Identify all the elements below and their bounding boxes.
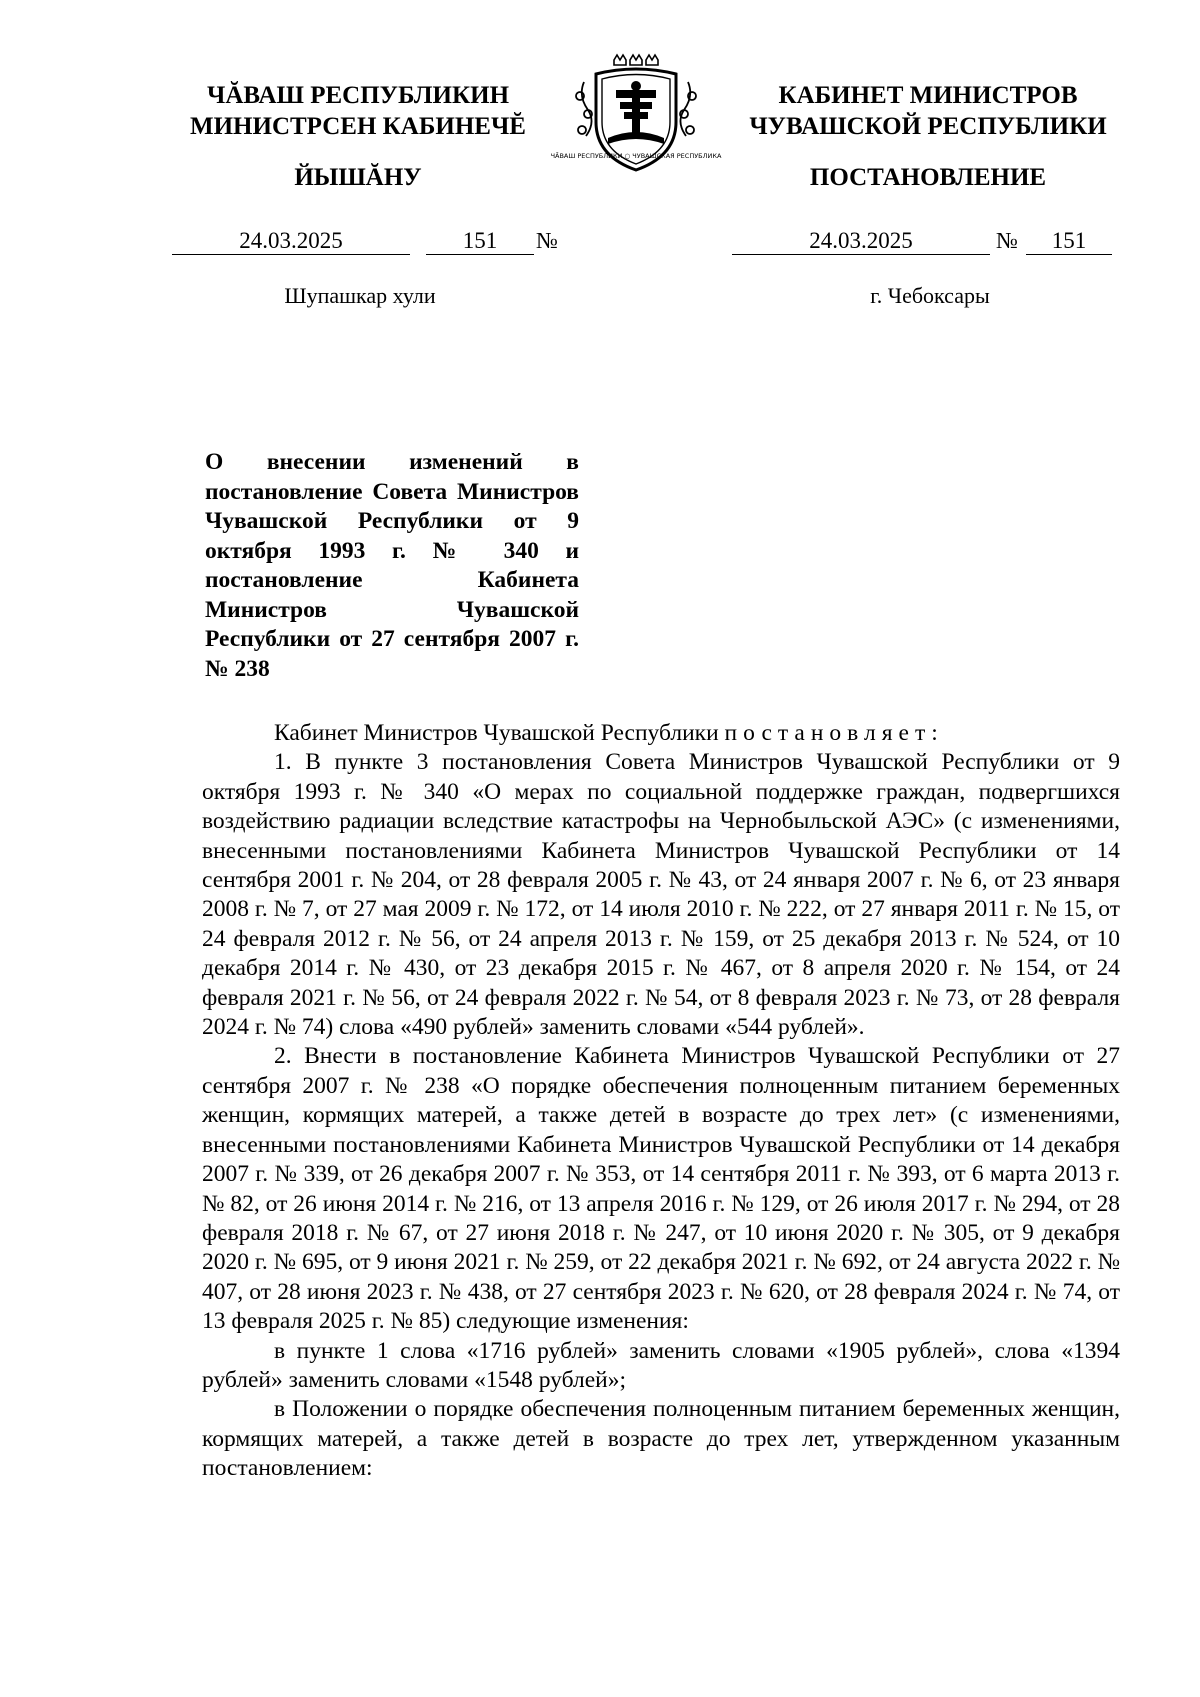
header-right-line2: ЧУВАШСКОЙ РЕСПУБЛИКИ (749, 113, 1107, 140)
doc-kind-right: ПОСТАНОВЛЕНИЕ (809, 164, 1047, 191)
left-city: Шупашкар хули (284, 283, 436, 308)
header-right-line1: КАБИНЕТ МИНИСТРОВ (778, 82, 1078, 109)
header-right-authority (728, 80, 1128, 142)
emblem-inscription: ЧĂВАШ РЕСПУБЛИКИ ○ ЧУВАШСКАЯ РЕСПУБЛИКА (550, 152, 722, 160)
paragraph-4: в Положении о порядке обеспечения полноценным питанием беременных женщин, кормящих матерей, а также детей в возрасте до трех лет, утвержденном указанным постановлением: (202, 1396, 1120, 1482)
coat-of-arms-emblem (550, 52, 722, 178)
intro-decree-word: постановляет: (724, 720, 944, 746)
paragraph-2: 2. Внести в постановление Кабинета Министров Чувашской Республики от 27 сентября 2007 г. № 238 «О порядке обеспечения полноценным питанием беременных женщин, кормящих матерей, а также детей в возрасте до трех лет» (с изменениями, внесенными постановлениями Кабинета Министров Чувашской Республики от 14 декабря 2007 г. № 339, от 26 декабря 2007 г. № 353, от 14 сентября 2011 г. № 393, от 6 марта 2013 г. № 82, от 26 июня 2014 г. № 216, от 13 апреля 2016 г. № 129, от 26 июля 2017 г. № 294, от 28 февраля 2018 г. № 67, от 27 июня 2018 г. № 247, от 10 июня 2020 г. № 305, от 9 декабря 2020 г. № 695, от 9 июня 2021 г. № 259, от 22 декабря 2021 г. № 692, от 24 августа 2022 г. № 407, от 28 июня 2023 г. № 438, от 27 сентября 2023 г. № 620, от 28 февраля 2024 г. № 74, от 13 февраля 2025 г. № 85) следующие изменения: (202, 1043, 1120, 1335)
right-number: 151 (1026, 228, 1112, 255)
left-number: 151 (426, 228, 534, 255)
intro-paragraph (202, 719, 1120, 748)
document-body (202, 719, 1120, 1484)
header-left-authority (168, 80, 548, 142)
left-number-sign: № (536, 228, 558, 253)
paragraph-1: 1. В пункте 3 постановления Совета Министров Чувашской Республики от 9 октября 1993 г. № 340 «О мерах по социальной поддержке граждан, подвергшихся воздействию радиации вследствие катастрофы на Чернобыльской АЭС» (с изменениями, внесенными постановлениями Кабинета Министров Чувашской Республики от 14 сентября 2001 г. № 204, от 28 февраля 2005 г. № 43, от 24 января 2007 г. № 6, от 23 января 2008 г. № 7, от 27 мая 2009 г. № 172, от 14 июля 2010 г. № 222, от 27 января 2011 г. № 15, от 24 февраля 2012 г. № 56, от 24 апреля 2013 г. № 159, от 25 декабря 2013 г. № 524, от 10 декабря 2014 г. № 430, от 23 декабря 2015 г. № 467, от 8 апреля 2020 г. № 154, от 24 февраля 2021 г. № 56, от 24 февраля 2022 г. № 54, от 8 февраля 2023 г. № 73, от 28 февраля 2024 г. № 74) слова «490 рублей» заменить словами «544 рублей». (202, 749, 1120, 1041)
right-city: г. Чебоксары (870, 283, 990, 308)
doc-kind-left: ЙЫШĂНУ (294, 164, 422, 191)
intro-text: Кабинет Министров Чувашской Республики (274, 720, 725, 746)
document-title: О внесении изменений в постановление Совета Министров Чувашской Республики от 9 октября 1993 г. № 340 и постановление Кабинета Министров Чувашской Республики от 27 сентября 2007 г. № 238 (205, 449, 579, 682)
header-left-line1: ЧĂВАШ РЕСПУБЛИКИН (206, 82, 510, 109)
paragraph-3: в пункте 1 слова «1716 рублей» заменить словами «1905 рублей», слова «1394 рублей» заменить словами «1548 рублей»; (202, 1337, 1120, 1393)
right-date: 24.03.2025 (732, 228, 990, 255)
left-date: 24.03.2025 (172, 228, 410, 255)
right-number-sign: № (996, 228, 1018, 253)
header-left-line2: МИНИСТРСЕН КАБИНЕЧĔ (190, 113, 526, 140)
